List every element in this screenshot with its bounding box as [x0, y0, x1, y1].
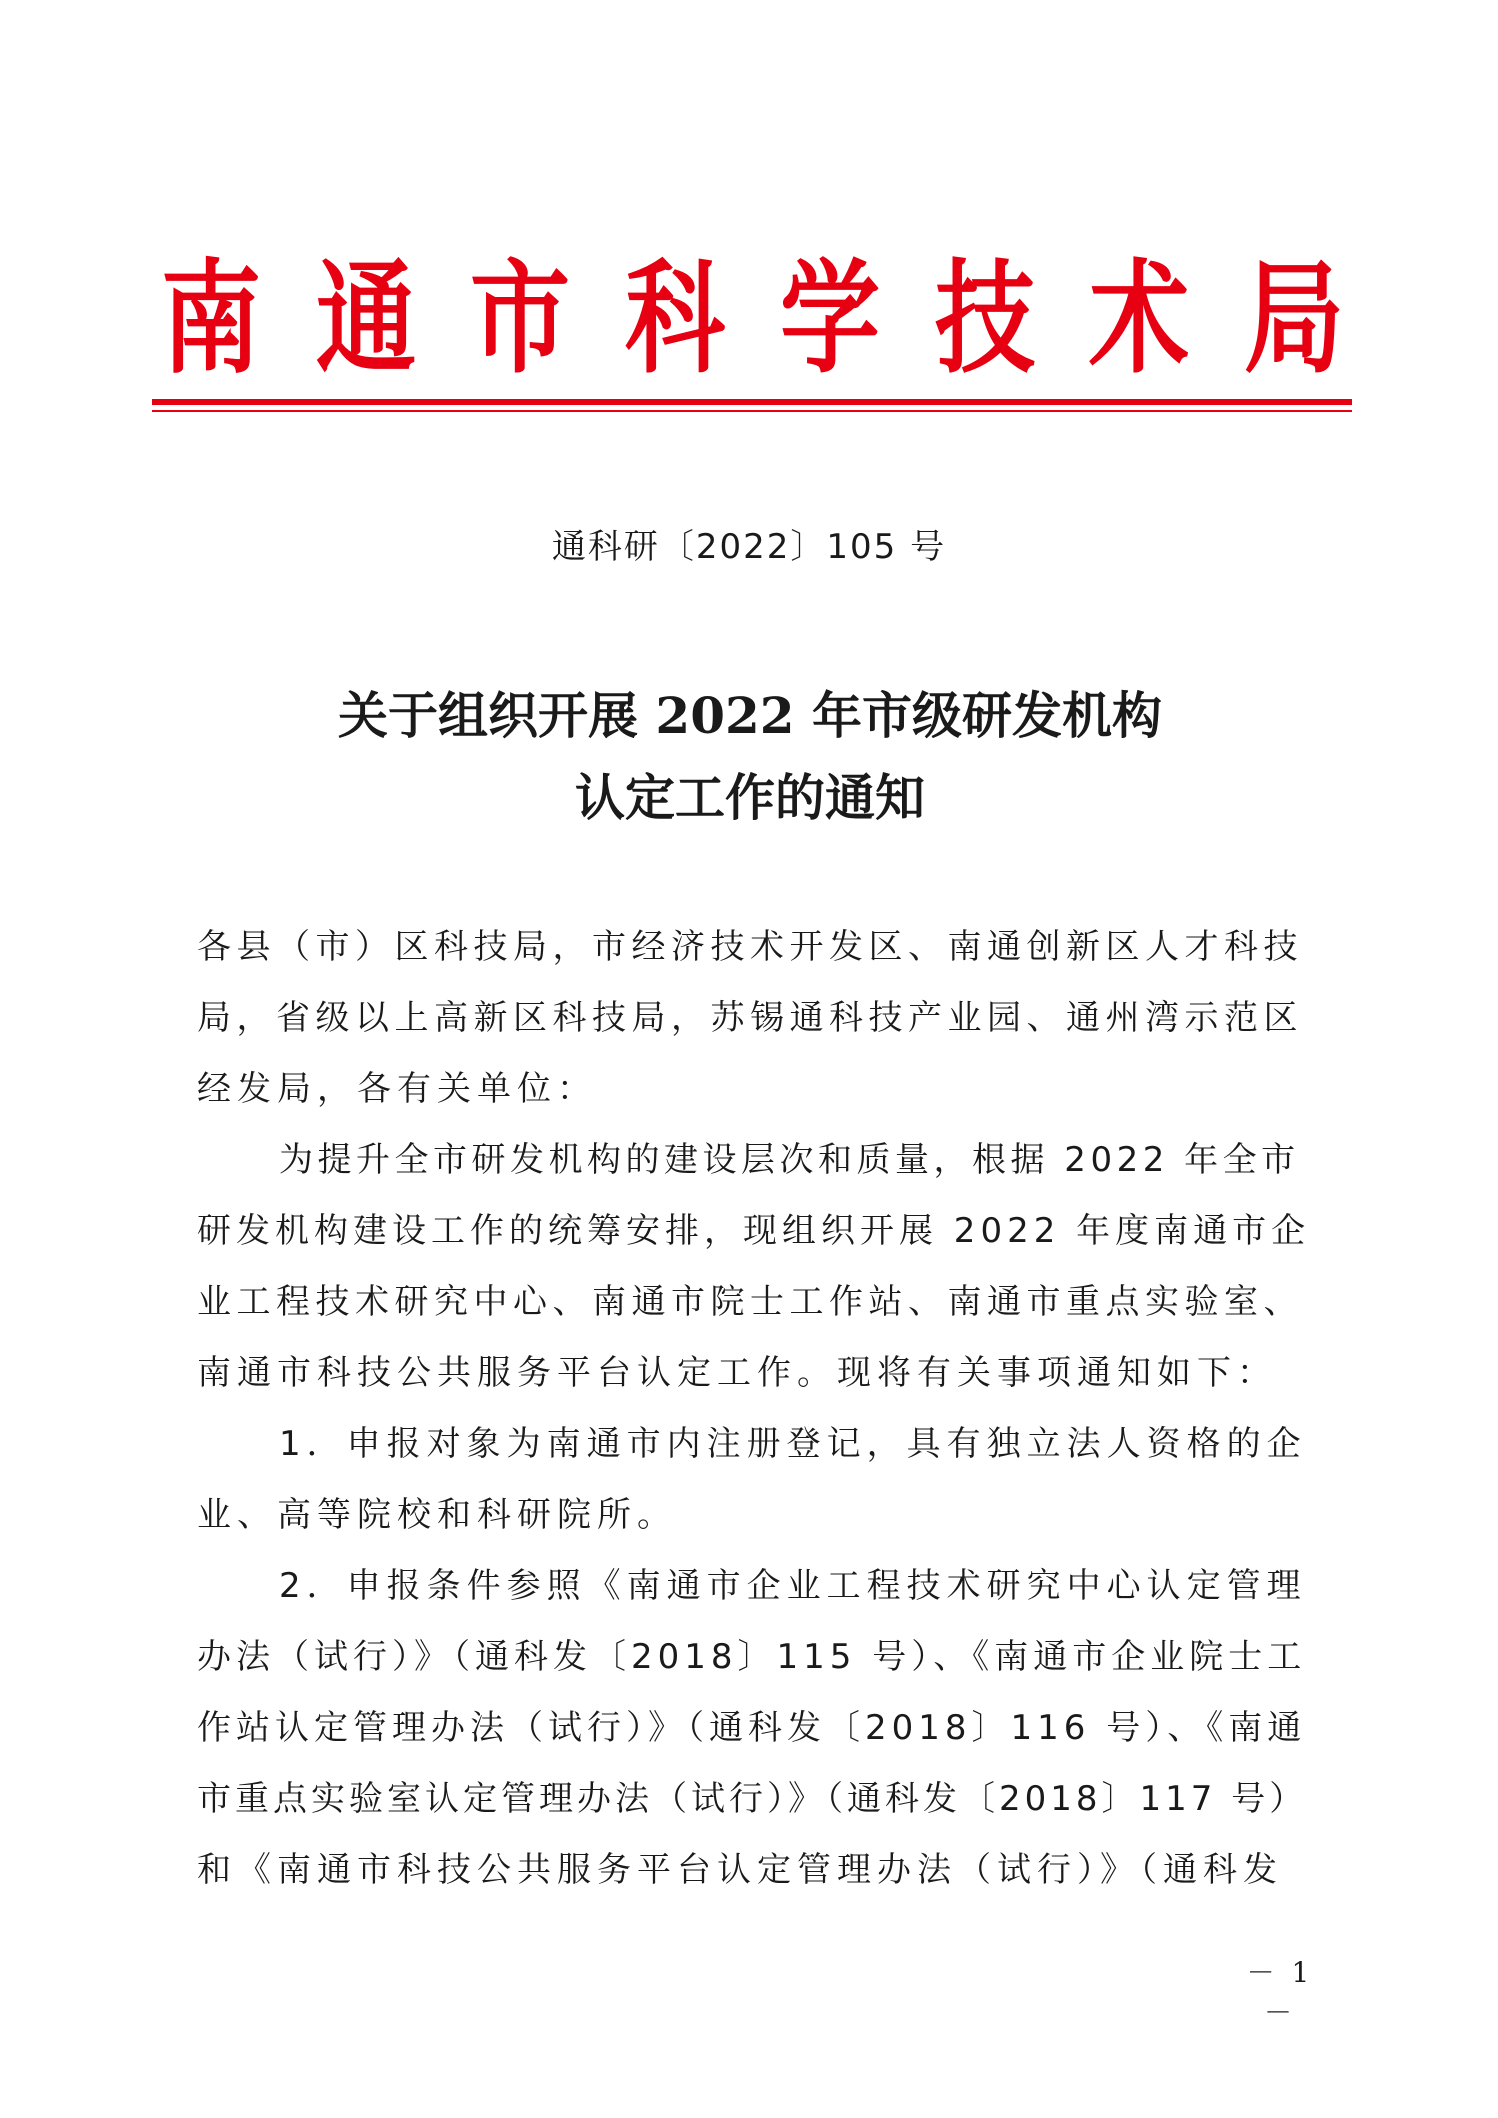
body-line: 市重点实验室认定管理办法（试行）》（通科发〔2018〕117 号） — [197, 1779, 1308, 1819]
masthead-char: 学 — [779, 246, 880, 390]
document-body — [197, 912, 1311, 1906]
body-line: 作站认定管理办法（试行）》（通科发〔2018〕116 号）、《南通 — [197, 1708, 1307, 1748]
masthead-char: 市 — [470, 246, 571, 390]
page-number: － 1 － — [1246, 1956, 1314, 2029]
body-line: 经发局，各有关单位： — [197, 1069, 597, 1109]
body-line: 办法（试行）》（通科发〔2018〕115 号）、《南通市企业院士工 — [197, 1637, 1307, 1677]
masthead-char: 局 — [1243, 246, 1344, 390]
masthead-char: 技 — [934, 246, 1035, 390]
body-line: 业工程技术研究中心、南通市院士工作站、南通市重点实验室、 — [197, 1282, 1303, 1322]
title-line-2: 认定工作的通知 — [575, 768, 925, 827]
body-line: 各县（市）区科技局，市经济技术开发区、南通创新区人才科技 — [197, 927, 1303, 967]
masthead-char: 术 — [1089, 246, 1190, 390]
red-divider-thick — [152, 399, 1352, 405]
document-number: 通科研〔2022〕105 号 — [551, 527, 947, 567]
body-line: 研发机构建设工作的统筹安排，现组织开展 2022 年度南通市企 — [197, 1211, 1311, 1251]
title-line-1: 关于组织开展 2022 年市级研发机构 — [338, 686, 1162, 745]
body-line: 为提升全市研发机构的建设层次和质量，根据 2022 年全市 — [279, 1140, 1300, 1180]
body-line: 和《南通市科技公共服务平台认定管理办法（试行）》（通科发 — [197, 1850, 1283, 1890]
masthead-char: 科 — [625, 246, 726, 390]
body-line: 局，省级以上高新区科技局，苏锡通科技产业园、通州湾示范区 — [197, 998, 1303, 1038]
red-divider-thin — [152, 410, 1352, 412]
masthead — [150, 248, 1355, 388]
body-line: 业、高等院校和科研院所。 — [197, 1495, 677, 1535]
body-line: 1．申报对象为南通市内注册登记，具有独立法人资格的企 — [279, 1424, 1307, 1464]
masthead-char: 南 — [160, 246, 262, 390]
body-line: 南通市科技公共服务平台认定工作。现将有关事项通知如下： — [197, 1353, 1277, 1393]
body-line: 2．申报条件参照《南通市企业工程技术研究中心认定管理 — [279, 1566, 1307, 1606]
masthead-char: 通 — [315, 246, 416, 390]
document-title — [200, 675, 1300, 839]
